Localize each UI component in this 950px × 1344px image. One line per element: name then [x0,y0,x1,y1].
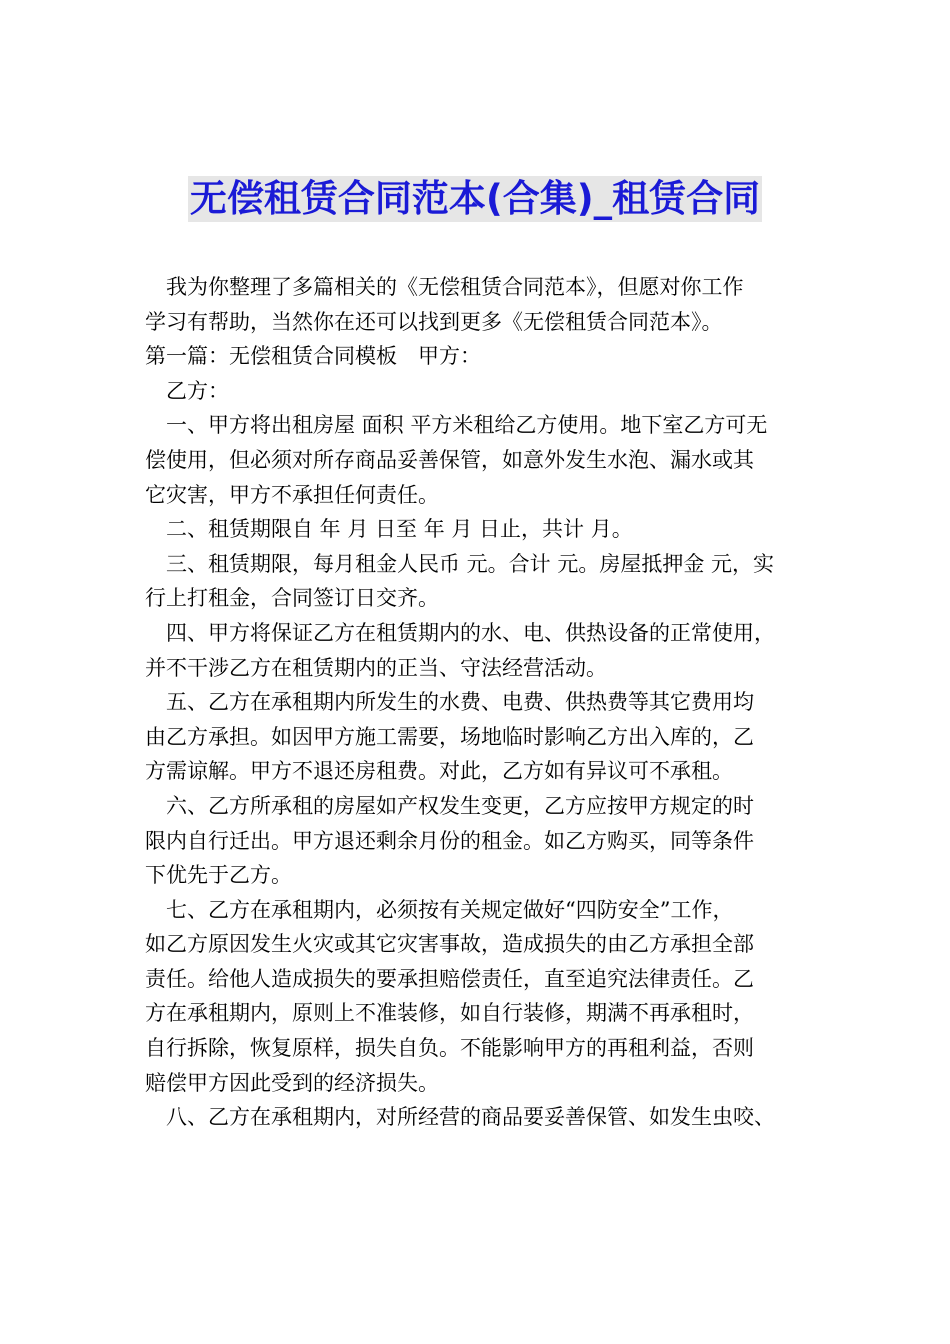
body-line: 乙方： [166,378,229,403]
body-line: 七、乙方在承租期内，必须按有关规定做好“四防安全”工作， [166,897,734,922]
body-line: 责任。给他人造成损失的要承担赔偿责任，直至追究法律责任。乙 [145,966,754,991]
body-line: 我为你整理了多篇相关的《无偿租赁合同范本》，但愿对你工作 [166,275,744,299]
body-line: 由乙方承担。如因甲方施工需要，场地临时影响乙方出入库的，乙 [145,724,754,749]
body-line: 赔偿甲方因此受到的经济损失。 [145,1070,439,1095]
title-container [0,176,950,222]
body-line: 方需谅解。甲方不退还房租费。对此，乙方如有异议可不承租。 [145,759,733,784]
body-line: 学习有帮助，当然你在还可以找到更多《无偿租赁合同范本》。 [145,309,723,334]
body-line: 第一篇：无偿租赁合同模板 甲方： [145,344,481,369]
body-line: 八、乙方在承租期内，对所经营的商品要妥善保管、如发生虫咬、 [166,1105,775,1130]
body-line: 偿使用，但必须对所存商品妥善保管，如意外发生水泡、漏水或其 [145,447,754,472]
body-line: 三、租赁期限，每月租金人民币 元。合计 元。房屋抵押金 元，实 [166,551,775,576]
body-line: 限内自行迁出。甲方退还剩余月份的租金。如乙方购买，同等条件 [145,828,754,853]
body-line: 下优先于乙方。 [145,863,292,888]
body-line: 如乙方原因发生火灾或其它灾害事故，造成损失的由乙方承担全部 [145,932,754,957]
document-title: 无偿租赁合同范本(合集)_租赁合同 [189,177,761,220]
body-line: 它灾害，甲方不承担任何责任。 [145,482,439,507]
body-line: 行上打租金，合同签订日交齐。 [145,586,439,611]
body-line: 自行拆除，恢复原样，损失自负。不能影响甲方的再租利益，否则 [145,1036,754,1061]
body-line: 四、甲方将保证乙方在租赁期内的水、电、供热设备的正常使用， [166,620,775,645]
body-line: 二、租赁期限自 年 月 日至 年 月 日止，共计 月。 [166,517,633,542]
body-line: 六、乙方所承租的房屋如产权发生变更，乙方应按甲方规定的时 [166,793,754,818]
body-line: 方在承租期内，原则上不准装修，如自行装修，期满不再承租时， [145,1001,754,1026]
body-line: 并不干涉乙方在租赁期内的正当、守法经营活动。 [145,655,607,680]
document-body [145,270,820,1135]
body-line: 一、甲方将出租房屋 面积 平方米租给乙方使用。地下室乙方可无 [166,413,768,438]
body-line: 五、乙方在承租期内所发生的水费、电费、供热费等其它费用均 [166,690,754,715]
